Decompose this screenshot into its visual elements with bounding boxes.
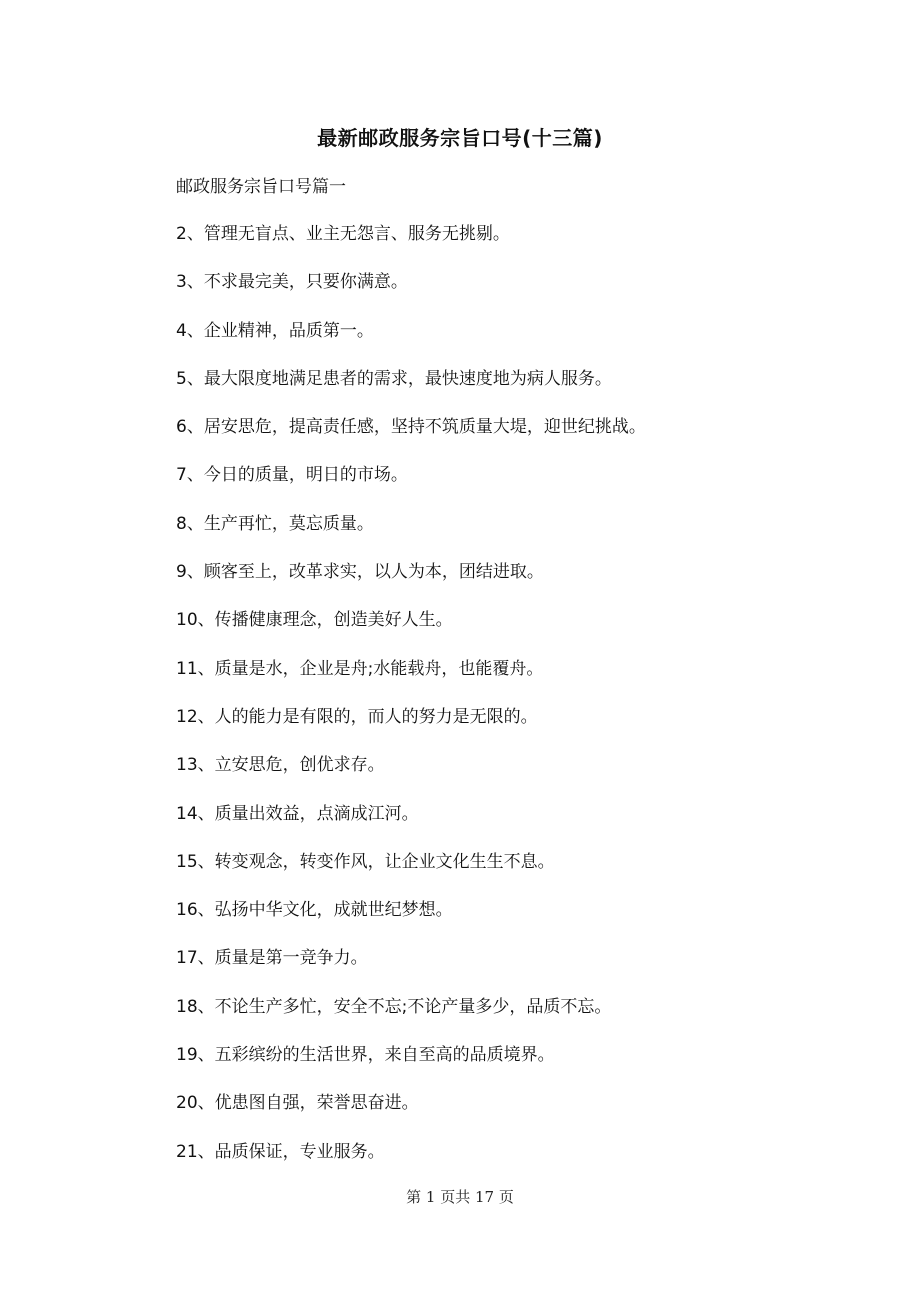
list-item: 19、五彩缤纷的生活世界，来自至高的品质境界。 xyxy=(176,1045,555,1066)
list-item: 17、质量是第一竞争力。 xyxy=(176,948,368,969)
list-item: 8、生产再忙，莫忘质量。 xyxy=(176,513,374,534)
list-item: 14、质量出效益，点滴成江河。 xyxy=(176,803,419,824)
list-item: 2、管理无盲点、业主无怨言、服务无挑剔。 xyxy=(176,224,510,244)
list-item: 11、质量是水，企业是舟;水能载舟，也能覆舟。 xyxy=(176,658,544,679)
slogan-list xyxy=(176,221,646,1187)
list-item: 21、品质保证，专业服务。 xyxy=(176,1141,385,1162)
list-item: 4、企业精神，品质第一。 xyxy=(176,320,374,341)
list-item: 7、今日的质量，明日的市场。 xyxy=(176,465,408,486)
section-heading: 邮政服务宗旨口号篇一 xyxy=(176,177,346,197)
document-title: 最新邮政服务宗旨口号(十三篇) xyxy=(317,126,603,150)
page-footer: 第 1 页共 17 页 xyxy=(406,1188,514,1206)
list-item: 10、传播健康理念，创造美好人生。 xyxy=(176,610,453,631)
list-item: 15、转变观念，转变作风，让企业文化生生不息。 xyxy=(176,851,555,872)
list-item: 16、弘扬中华文化，成就世纪梦想。 xyxy=(176,900,453,921)
list-item: 5、最大限度地满足患者的需求，最快速度地为病人服务。 xyxy=(176,368,612,389)
list-item: 6、居安思危，提高责任感，坚持不筑质量大堤，迎世纪挑战。 xyxy=(176,417,646,438)
list-item: 3、不求最完美，只要你满意。 xyxy=(176,272,408,293)
list-item: 12、人的能力是有限的，而人的努力是无限的。 xyxy=(176,706,538,727)
list-item: 18、不论生产多忙，安全不忘;不论产量多少，品质不忘。 xyxy=(176,996,612,1017)
list-item: 13、立安思危，创优求存。 xyxy=(176,755,385,776)
list-item: 9、顾客至上，改革求实，以人为本，团结进取。 xyxy=(176,562,544,583)
list-item: 20、优患图自强，荣誉思奋进。 xyxy=(176,1093,419,1114)
